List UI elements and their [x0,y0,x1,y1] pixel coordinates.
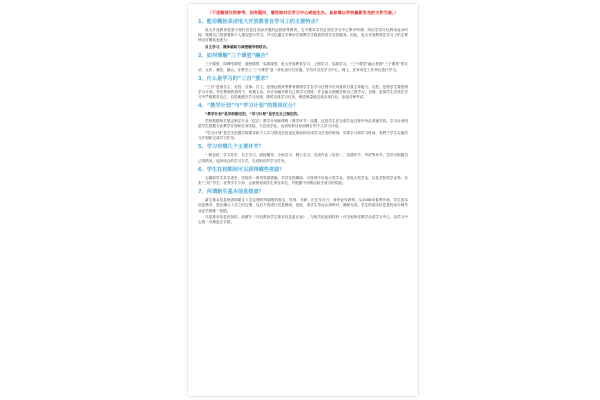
paragraph: 凡是基本信息有误的，请填写《开放教育学生基本信息更正表》，与相关的证明材料一并交到所在教学点或学习中心，由学习中心统一办理更正手续。 [198,215,408,225]
notice-text: （下述解答仅供参考，如有疑问，请咨询对应学习中心或招生办。具体请以学校最新发布的文件为准。） [207,10,399,15]
section-5 [198,144,408,163]
question-heading: 1、能否概括表述电大开放教育在学习上的主要特点？ [198,19,321,25]
question-heading: 6、学生在校期间可以获得哪些奖励？ [198,166,285,173]
paragraph: 为激励学生求学进步，学校有一系列奖励措施。学员在校期间，可获得中央电大奖学金，省电大奖学金，以及学院奖学金等。各类“三好”学生、优秀学生干部，会被推荐到学生所在单位，并根据不同情况给予适当的奖励。 [198,175,408,185]
paragraph: 一般包括：学习导学、自主学习、面授辅导、小组学习、网上学习、完成作业（实验）、实践环节、考试等环节。学员可根据自己的情况，选择适合的学习方式，完成相应的学习任务。 [198,153,408,163]
section-1 [198,19,408,50]
question-heading: 2、如何理解“三个课堂”融合？ [198,53,271,60]
paragraph: 新生基本信息核查即新生入学注册时所填报的姓名、性别、年龄、出生年月日、身份证号码等。从2008年春季开始，学生基本信息核对，需正确与入学之时注册，以后不再进行信息修改，因此，请学生务必认真核对，确保无误。学生的基本信息是将来办理毕业证书的唯一依据。 [198,198,408,213]
section-6 [198,167,408,186]
paragraph-highlight: 自主学习、媒体辅助与面授辅导相结合。 [205,45,270,50]
section-3 [198,76,408,101]
question-heading: 3、什么是学习的“三自”要求？ [198,75,271,82]
question-heading: 4、“教学计划”与“学习计划”的简单区分？ [198,103,299,110]
paragraph: “学习计划”是学生依据学校要求和个人学习情况自觉设定的如何完成学习任务的规划，安排学习和学习时间，有利于学生实施学习计划和完成学习任务。 [198,130,408,141]
paragraph: 三个课堂，即网络课堂、面授课堂、实践课堂。电大开放教育学习，上网学习、实践学习。“三个课堂”融合是指“三个课堂”的互动、互补、兼容、融合，在教学上“三个课堂”是一体化设计共实施。学员可以在学习中心、网上、在家或在工作单位进行学习。 [198,62,408,72]
paragraph-highlight: “教学计划”是学校制定的，“学习计划”是学生自己制定的。 [205,112,301,117]
paragraph: “三自”是指自主、自控、自律。自主，是指远程高等教育情境学生在学习过程中应具备的自我主导能力；自控，是指学生要按照学习计划，并在教师的指导下，积极主动、有计划地安排自己的学习进度，并且能合理地安排自己的学习；自律，是指学生应该在学习中严格要求自己，自觉地遵守学习纪律，按时完成学习任务，保质保量地完成各项作业，参加各种考试。 [198,84,408,100]
paragraph: 学校根据相关规定制定专业（层次）教学计划和课程（教学环节）设置，这是学生在完成学业过程中所必须遵守的。学习计划则是学生根据专业教学计划和自身实际，为完成学业、达到培养目标而制订的个人学习计划。 [198,119,408,129]
section-7 [198,189,408,226]
paragraph: 电大开放教育是基于现代信息技术而开展的远程高等教育。它不要求学员必须在学习中心集中听课，所以学员可以利用业余时间，按照自己的需要和个人情况进行学习，并可以通过多种形式和教学手段获得导学支持服务。因此，电大开放教育在学习上的主要特点可概括表述为： [198,28,408,43]
document-page [188,4,418,396]
section-2 [198,53,408,72]
section-4 [198,103,408,141]
question-heading: 7、何谓新生基本信息核查？ [198,189,264,196]
question-heading: 5、学习有哪几个主要环节？ [198,144,264,151]
